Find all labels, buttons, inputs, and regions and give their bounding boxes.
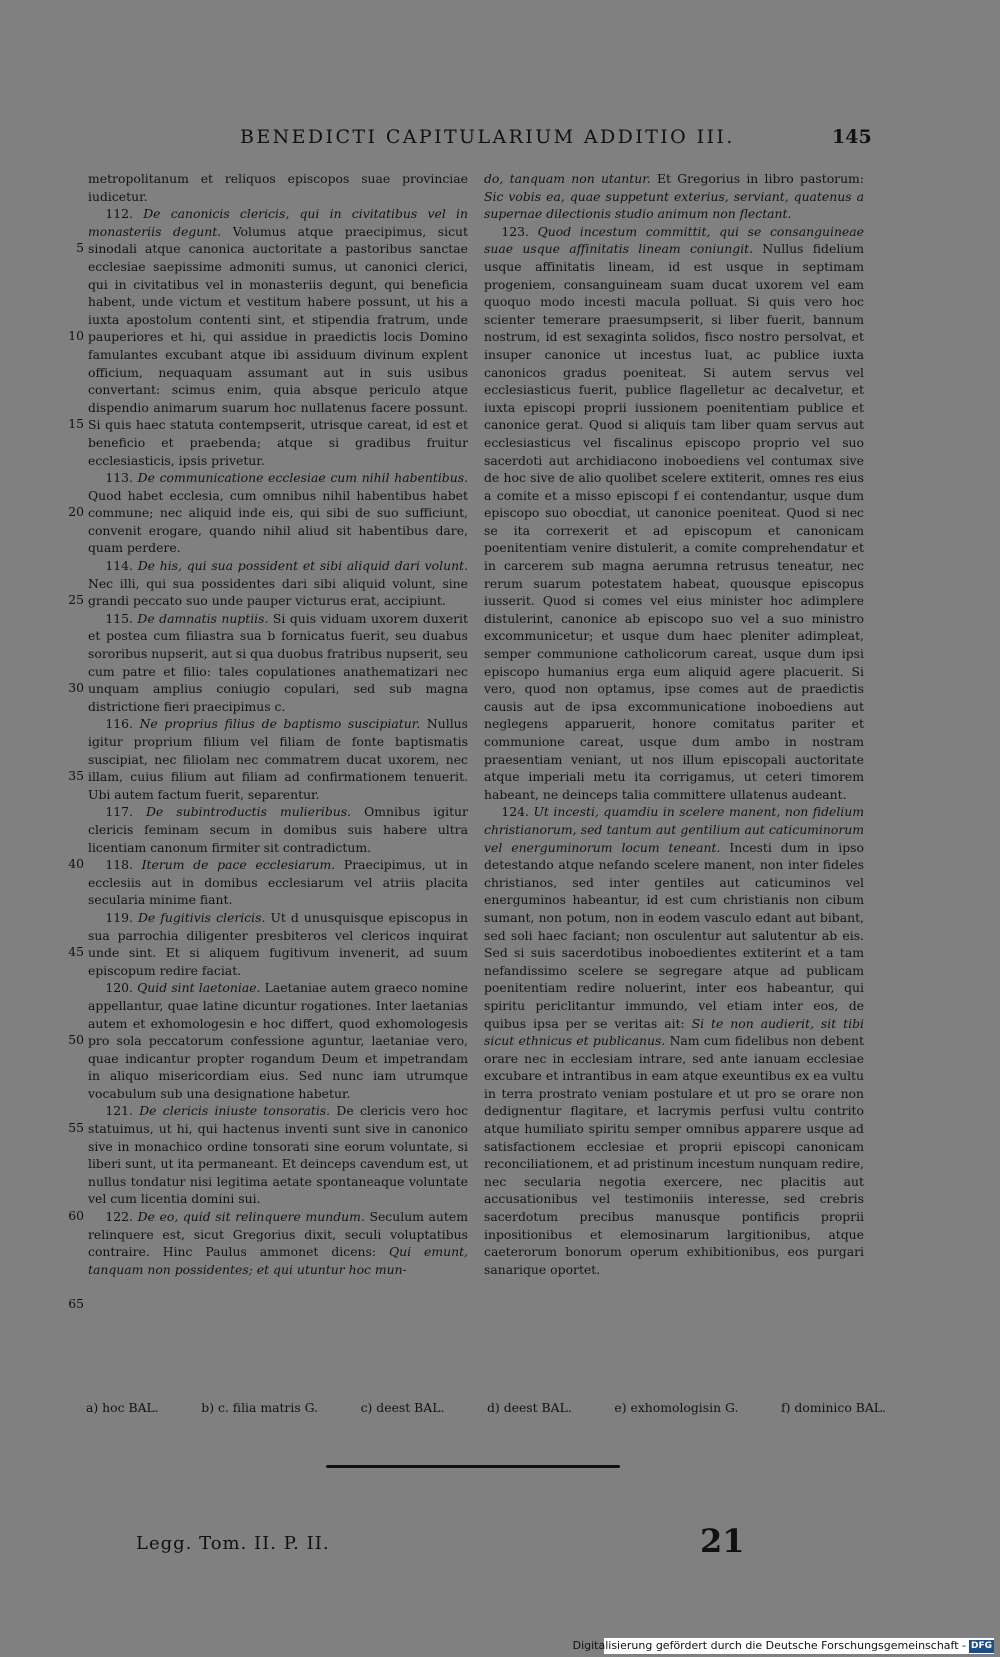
chapter-title: Quid sint laetoniae.: [137, 980, 261, 996]
footnote: a) hoc BAL.: [86, 1400, 159, 1415]
chapter-text: metropolitanum et reliquos episcopos suae provinciae iudicetur.: [88, 171, 468, 204]
continued-paragraph: [484, 170, 864, 223]
chapter-paragraph: [88, 205, 468, 469]
footnote: d) deest BAL.: [486, 1400, 572, 1415]
footnote: f) dominico BAL.: [780, 1400, 886, 1415]
chapter-text: Nullus fidelium usque affinitatis lineam, id est usque in septimam progeniem, consanguineam suam ducat uxorem vel eam quoquo modo incesti macula polluat. Si quis vero hoc scienter temerare praesumpserit, si liber fuerit, bannum nostrum, id est sexaginta solidos, fisco nostro persolvat, et insuper canonice ut incestus luat, ac publice iuxta canonicos gradus poeniteat. Si autem servus vel ecclesiasticus fuerit, publice flagelletur ac decalvetur, et iuxta episcopi proprii iussionem poenitentiam publice et canonice gerat. Quod si aliquis tam liber quam servus aut ecclesiasticus vel fiscalinus episcopo proprio vel suo sacerdoti aut archidiacono inoboediens vel contumax sive de hoc sive de alio quolibet scelere extiterit, omnes res eius a comite et a misso episcopi f ei contendantur, usque dum episcopo suo obocdiat, ut canonice poeniteat. Quod si nec se ita correxerit et ad episcopum et canonicam poenitentiam venire distulerit, a comite comprehendatur et in carcerem sub magna aerumna retrusus teneatur, nec rerum suarum potestatem habeat, quousque episcopus iusserit. Quod si comes vel eius minister hoc adimplere distulerint, canonice ab episcopo suo vel a suo ministro excommunicetur; et usque dum haec pleniter adimpleat, semper communione catholicorum careat, usque dum ipsi episcopo humanius erga eum aliquid agere placuerit. Si vero, quod non optamus, ipse comes aut de praedictis causis aut de ipsa excommunicatione inoboediens aut neglegens apparuerit, honore comitatus pariter et communione careat, usque dum ambo in nostram praesentiam veniant, ut nos illum episcopali auctoritate atque imperiali metu ita corrigamus, ut ceteri timorem habeant, ne deinceps talia committere ullatenus audeant.: [484, 241, 864, 802]
footnote: e) exhomologisin G.: [614, 1400, 739, 1415]
chapter-number: 116.: [105, 716, 133, 732]
chapter-text: Nullus igitur proprium filium vel filiam de fonte baptismatis suscipiat, nec filiolam nec commatrem ducat uxorem, nec illam, cuius filium aut filiam ad confirmationem tenuerit. Ubi autem factum fuerit, separentur.: [88, 716, 468, 802]
chapter-text: Si quis viduam uxorem duxerit et postea cum filiastra sua b fornicatus fuerit, seu duabus sororibus nupserit, aut si qua duobus fratribus nupserit, seu cum patre et filio: tales copulationes anathematizari nec unquam amplius coniugio copulari, sed sub magna districtione fieri praecipimus c.: [88, 610, 468, 714]
chapter-paragraph: [88, 803, 468, 856]
continued-paragraph: [88, 170, 468, 205]
chapter-title: De subintroductis mulieribus.: [145, 804, 352, 820]
chapter-paragraph: [88, 610, 468, 716]
line-number: 35: [68, 768, 84, 784]
quotation: Si te non audierit, sit tibi sicut ethnicus et publicanus.: [484, 1015, 864, 1049]
footnotes: [86, 1400, 886, 1415]
line-number: 65: [68, 1296, 84, 1312]
chapter-paragraph: [88, 1208, 468, 1278]
chapter-title: De his, qui sua possident et sibi aliquid dari volunt.: [137, 558, 468, 574]
chapter-text: Nam cum fidelibus non debent orare nec in ecclesiam intrare, sed ante ianuam ecclesiae excubare et intrantibus in eam atque exeuntibus ex ea vultu in terra prostrato veniam postulare et ut pro se orare non dedignentur flagitare, et lacrymis perfusi vultu contrito atque humiliato spiritu semper omnibus apparere usque ad satisfactionem ecclesiae et proprii episcopi canonicam reconciliationem, et ad pristinum incestum nunquam redire, nec secularia negotia exercere, nec placitis aut accusationibus vel testimoniis interesse, sed crebris sacerdotum precibus manusque pontificis proprii inpositionibus et elemosinarum largitionibus, atque caeterorum bonorum operum exhibitionibus, eos purgari sanarique oportet.: [484, 1033, 864, 1277]
digitization-credit: [572, 1638, 994, 1654]
chapter-paragraph: [88, 979, 468, 1102]
chapter-text: Omnibus igitur clericis feminam secum in domibus suis habere ultra licentiam canonum firmiter sit contradictum.: [88, 804, 468, 855]
line-number: 45: [68, 944, 84, 960]
footnote: c) deest BAL.: [360, 1400, 445, 1415]
chapter-text: Ut d unusquisque episcopus in sua parrochia diligenter presbiteros vel clericos inquirat unde sint. Et si aliquem fugitivum invenerit, ad suum episcopum redire faciat.: [88, 909, 468, 978]
sheet-number: 21: [700, 1522, 745, 1560]
chapter-title: Ne proprius filius de baptismo suscipiatur.: [139, 716, 421, 732]
chapter-text: Seculum autem relinquere est, sicut Gregorius dixit, seculi voluptatibus contraire. Hinc Paulus ammonet dicens:: [88, 1209, 468, 1260]
chapter-text: Et Gregorius in libro pastorum:: [657, 171, 864, 186]
chapter-number: 115.: [105, 610, 133, 626]
chapter-title: De fugitivis clericis.: [138, 909, 266, 925]
left-text-column: [88, 170, 468, 1370]
chapter-text: Quod habet ecclesia, cum omnibus nihil habentibus habet commune; nec aliquid inde eis, qui sibi de suo sufficiunt, convenit erogare, quando nihil aliud sit habentibus dare, quam perdere.: [88, 487, 468, 556]
chapter-paragraph: [88, 469, 468, 557]
chapter-text: De clericis vero hoc statuimus, ut hi, qui hactenus inventi sunt sive in canonico sive in monachico ordine tonsorati sine eorum voluntate, si liberi sunt, ut ita permaneant. Et deinceps cavendum est, ut nullus tondatur nisi legitima aetate spontaneaque voluntate vel cum licentia domini sui.: [88, 1103, 468, 1207]
chapter-number: 123.: [501, 223, 529, 239]
chapter-text: Volumus atque praecipimus, sicut sinodali atque canonica auctoritate a pastoribus sanctae ecclesiae saepissime admoniti sumus, ut canonici clerici, qui in civitatibus vel in monasteriis degunt, qui beneficia habent, unde victum et vestitum habere possunt, ut his a iuxta apostolum contenti sint, et stipendia fratrum, unde pauperiores et hi, qui assidue in praedictis locis Domino famulantes excubant atque ibi assiduum divinum explent officium, nequaquam assumant aut in suis usibus convertant: scimus enim, quia absque periculo atque dispendio animarum suarum hoc nullatenus facere possunt. Si quis haec statuta contempserit, utrisque careat, id est et beneficio et praebenda; atque si gradibus fruitur ecclesiasticis, ipsis privetur.: [88, 223, 468, 468]
line-number: 60: [68, 1208, 84, 1224]
line-number: 10: [68, 328, 84, 344]
chapter-paragraph: [88, 909, 468, 979]
line-number: 15: [68, 416, 84, 432]
chapter-text: Laetaniae autem graeco nomine appellantur, quae latine dicuntur rogationes. Inter laetanias autem et exhomologesin e hoc differt, quod exhomologesis pro sola peccatorum confessione aguntur, laetaniae vero, quae indicantur propter rogandum Deum et impetrandam in aliquo misericordiam eius. Sed nunc iam utrumque vocabulum sub una designatione habetur.: [88, 980, 468, 1101]
signature-mark: Legg. Tom. II. P. II.: [136, 1533, 330, 1554]
chapter-number: 118.: [105, 857, 133, 873]
right-text-column: [484, 170, 864, 1370]
page-number: 145: [832, 126, 872, 148]
chapter-number: 112.: [105, 206, 133, 222]
credit-text: Digitalisierung gefördert durch die Deutsche Forschungsgemeinschaft -: [572, 1639, 966, 1652]
chapter-paragraph: [88, 856, 468, 909]
chapter-paragraph: [88, 715, 468, 803]
dfg-logo-icon: DFG: [970, 1640, 992, 1651]
chapter-paragraph: [88, 1102, 468, 1208]
chapter-number: 122.: [105, 1209, 133, 1225]
line-number: 25: [68, 592, 84, 608]
quotation: Qui emunt, tanquam non possidentes; et qui utuntur hoc mun-: [88, 1244, 468, 1277]
quotation: Sic vobis ea, quae suppetunt exterius, serviant, quatenus a supernae dilectionis studio animum non flectant.: [484, 188, 864, 222]
closing-rule: [326, 1465, 620, 1468]
quotation: do, tanquam non utantur.: [484, 171, 651, 186]
chapter-text: Nec illi, qui sua possidentes dari sibi aliquid volunt, sine grandi peccato suo unde pauper victurus erat, accipiunt.: [88, 575, 468, 609]
line-number: 50: [68, 1032, 84, 1048]
chapter-number: 120.: [105, 980, 133, 996]
chapter-title: De canonicis clericis, qui in civitatibus vel in monasteriis degunt.: [88, 206, 468, 239]
line-number: 5: [76, 240, 84, 256]
chapter-paragraph: [88, 557, 468, 610]
chapter-title: De damnatis nuptiis.: [137, 610, 269, 626]
line-number: 55: [68, 1120, 84, 1136]
chapter-number: 119.: [105, 909, 133, 925]
chapter-paragraph: [484, 223, 864, 804]
page-header: [0, 126, 1000, 154]
chapter-title: Quod incestum committit, qui se consanguineae suae usque affinitatis lineam coniungit.: [484, 223, 864, 257]
line-number: 20: [68, 504, 84, 520]
chapter-text: Praecipimus, ut in ecclesiis aut in domibus ecclesiarum vel atriis placita secularia minime fiant.: [88, 857, 468, 908]
chapter-title: De clericis iniuste tonsoratis.: [139, 1103, 331, 1119]
chapter-title: De communicatione ecclesiae cum nihil habentibus.: [137, 470, 468, 486]
chapter-paragraph: [484, 803, 864, 1278]
chapter-title: Ut incesti, quamdiu in scelere manent, non fidelium christianorum, sed tantum aut gentilium aut caticuminorum vel energuminorum locum teneant.: [484, 804, 864, 855]
chapter-number: 121.: [105, 1103, 133, 1119]
chapter-number: 117.: [105, 804, 133, 820]
chapter-number: 114.: [105, 558, 133, 574]
chapter-title: Iterum de pace ecclesiarum.: [141, 857, 336, 873]
chapter-title: De eo, quid sit relinquere mundum.: [137, 1209, 365, 1225]
running-title: BENEDICTI CAPITULARIUM ADDITIO III.: [240, 126, 735, 148]
line-number: 30: [68, 680, 84, 696]
chapter-text: Incesti dum in ipso detestando atque nefando scelere manent, non inter fideles christianos, sed inter gentiles aut caticuminos vel energuminos habeantur, id est cum christianis non cibum sumant, non potum, non in eodem vasculo edant aut bibant, sed soli haec faciant; non osculentur aut salutentur ab eis. Sed si suis sacerdotibus inoboedientes extiterint et a tam nefandissimo scelere se segregare atque ad publicam poenitentiam redire noluerint, inter eos habeantur, qui spiritu periclitantur immundo, vel etiam inter eos, de quibus ipsa per se veritas ait:: [484, 839, 864, 1031]
footnote: b) c. filia matris G.: [201, 1400, 319, 1415]
chapter-number: 113.: [105, 470, 133, 486]
chapter-number: 124.: [501, 804, 529, 820]
line-number: 40: [68, 856, 84, 872]
